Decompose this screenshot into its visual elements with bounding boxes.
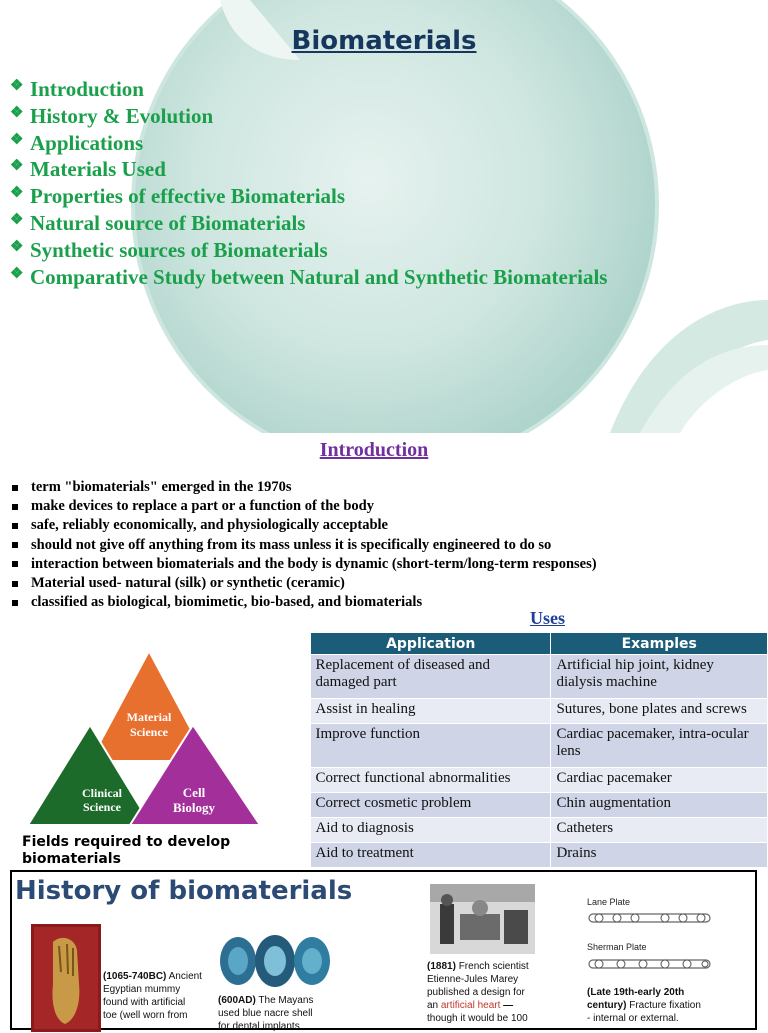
table-header-row — [311, 633, 768, 655]
history-text: for dental implants — [218, 1021, 300, 1032]
toc-item-label: Comparative Study between Natural and Synthetic Biomaterials — [30, 264, 608, 289]
toc-item-label: History & Evolution — [30, 103, 214, 128]
bullet-item — [10, 536, 597, 555]
introduction-heading: Introduction — [319, 439, 429, 461]
nacre-shells-image — [218, 932, 332, 990]
history-text: The Mayans — [258, 995, 314, 1006]
bullet-text: safe, reliably economically, and physiologically acceptable — [31, 517, 388, 534]
toc-item — [10, 130, 607, 157]
bullet-text: interaction between biomaterials and the body is dynamic (short-term/long-term responses) — [31, 555, 597, 572]
bullet-item — [10, 478, 597, 497]
bullet-item — [10, 593, 597, 612]
sherman-plate-label: Sherman Plate — [587, 942, 647, 952]
history-text: Ancient — [168, 971, 202, 982]
egyptian-toe-image — [31, 924, 101, 1032]
table-cell: Cardiac pacemaker — [551, 768, 768, 793]
square-bullet-icon — [12, 523, 18, 529]
bullet-text: should not give off anything from its mass unless it is specifically engineered to do so — [31, 536, 552, 553]
square-bullet-icon — [12, 600, 18, 606]
table-row — [311, 699, 768, 724]
history-date: (600AD) — [218, 995, 256, 1006]
table-row — [311, 818, 768, 843]
toc-item-label: Materials Used — [30, 157, 166, 182]
table-cell: Catheters — [551, 818, 768, 843]
history-date: (Late 19th-early 20th — [587, 987, 685, 998]
toc-item — [10, 210, 607, 237]
diamond-bullet-icon: ❖ — [10, 78, 24, 94]
bullet-text: Material used- natural (silk) or synthetic (ceramic) — [31, 575, 345, 592]
diamond-bullet-icon: ❖ — [10, 104, 24, 121]
table-cell: Improve function — [311, 724, 551, 768]
clinical-science-label-line2: Science — [83, 800, 121, 814]
introduction-slide — [0, 433, 768, 869]
bullet-item — [10, 574, 597, 593]
title-slide — [0, 0, 768, 433]
history-text: Fracture fixation — [629, 1000, 701, 1011]
table-row — [311, 724, 768, 768]
history-caption-egypt — [103, 970, 218, 1022]
clinical-science-label-line1: Clinical — [81, 786, 123, 800]
history-text: used blue nacre shell — [218, 1008, 313, 1019]
diamond-bullet-icon: ❖ — [10, 131, 24, 148]
table-cell: Chin augmentation — [551, 793, 768, 818]
square-bullet-icon — [12, 542, 18, 548]
table-cell: Assist in healing — [311, 699, 551, 724]
table-cell: Aid to diagnosis — [311, 818, 551, 843]
material-science-label-line2: Science — [130, 725, 168, 739]
toc-item — [10, 103, 607, 130]
sherman-plate-image — [587, 954, 712, 974]
lane-plate-label: Lane Plate — [587, 897, 631, 907]
column-header-examples: Examples — [551, 633, 768, 655]
history-text: published a design for — [427, 987, 525, 998]
table-cell: Replacement of diseased and damaged part — [311, 655, 551, 699]
history-caption-maya — [218, 994, 336, 1033]
diamond-bullet-icon: ❖ — [10, 185, 24, 202]
square-bullet-icon — [12, 561, 18, 567]
toc-item — [10, 237, 607, 264]
introduction-bullets — [10, 478, 597, 612]
bullet-item — [10, 516, 597, 535]
toc-item-label: Introduction — [30, 77, 144, 101]
table-row — [311, 843, 768, 868]
diamond-bullet-icon: ❖ — [10, 265, 24, 282]
history-text: century) — [587, 1000, 627, 1011]
toc-item — [10, 264, 607, 291]
history-slide — [10, 870, 757, 1030]
history-text: found with artificial — [103, 997, 186, 1008]
bullet-text: make devices to replace a part or a function of the body — [31, 498, 375, 515]
toc-item-label: Synthetic sources of Biomaterials — [30, 237, 328, 262]
toc-item — [10, 76, 607, 103]
history-text: artificial heart — [440, 1000, 501, 1011]
bullet-item — [10, 555, 597, 574]
toc-item-label: Applications — [30, 130, 144, 155]
history-text: toe (well worn from — [103, 1010, 188, 1021]
uses-heading: Uses — [530, 608, 565, 628]
marey-photo-image — [430, 884, 535, 954]
table-cell: Correct functional abnormalities — [311, 768, 551, 793]
bullet-item — [10, 497, 597, 516]
history-text: Etienne-Jules Marey — [427, 974, 519, 985]
table-cell: Artificial hip joint, kidney dialysis machine — [551, 655, 768, 699]
history-title: History of biomaterials — [15, 876, 353, 906]
table-row — [311, 793, 768, 818]
lane-plate-image — [587, 908, 712, 928]
table-of-contents — [10, 76, 607, 290]
table-cell: Cardiac pacemaker, intra-ocular lens — [551, 724, 768, 768]
table-cell: Sutures, bone plates and screws — [551, 699, 768, 724]
table-cell: Correct cosmetic problem — [311, 793, 551, 818]
square-bullet-icon — [12, 485, 18, 491]
history-text: though it would be 100 — [427, 1013, 528, 1024]
diamond-bullet-icon: ❖ — [10, 211, 24, 228]
history-text: an — [427, 1000, 439, 1011]
fields-triangle-diagram — [20, 643, 270, 833]
toc-item-label: Properties of effective Biomaterials — [30, 184, 346, 209]
square-bullet-icon — [12, 581, 18, 587]
material-science-label-line1: Material — [126, 710, 172, 724]
column-header-application: Application — [311, 633, 551, 655]
diamond-bullet-icon: ❖ — [10, 238, 24, 255]
table-cell: Drains — [551, 843, 768, 868]
history-caption-plates — [587, 986, 747, 1025]
cell-biology-label-line2: Biology — [173, 800, 215, 815]
table-row — [311, 768, 768, 793]
table-cell: Aid to treatment — [311, 843, 551, 868]
history-caption-marey — [427, 960, 552, 1025]
history-text: — — [503, 1000, 514, 1011]
fields-caption: Fields required to develop biomaterials — [22, 834, 231, 867]
bullet-text: term "biomaterials" emerged in the 1970s — [31, 479, 292, 496]
square-bullet-icon — [12, 504, 18, 510]
slide-title: Biomaterials — [291, 26, 477, 56]
diamond-bullet-icon: ❖ — [10, 158, 24, 175]
uses-table — [310, 632, 768, 868]
history-date: (1065-740BC) — [103, 971, 167, 982]
history-date: (1881) — [427, 961, 456, 972]
toc-item — [10, 156, 607, 183]
history-text: Egyptian mummy — [103, 984, 181, 995]
cell-biology-label-line1: Cell — [182, 785, 206, 800]
toc-item-label: Natural source of Biomaterials — [30, 210, 306, 235]
table-row — [311, 655, 768, 699]
toc-item — [10, 183, 607, 210]
history-text: French scientist — [458, 961, 529, 972]
history-text: - internal or external. — [587, 1013, 679, 1024]
bullet-text: classified as biological, biomimetic, bio-based, and biomaterials — [31, 594, 423, 611]
